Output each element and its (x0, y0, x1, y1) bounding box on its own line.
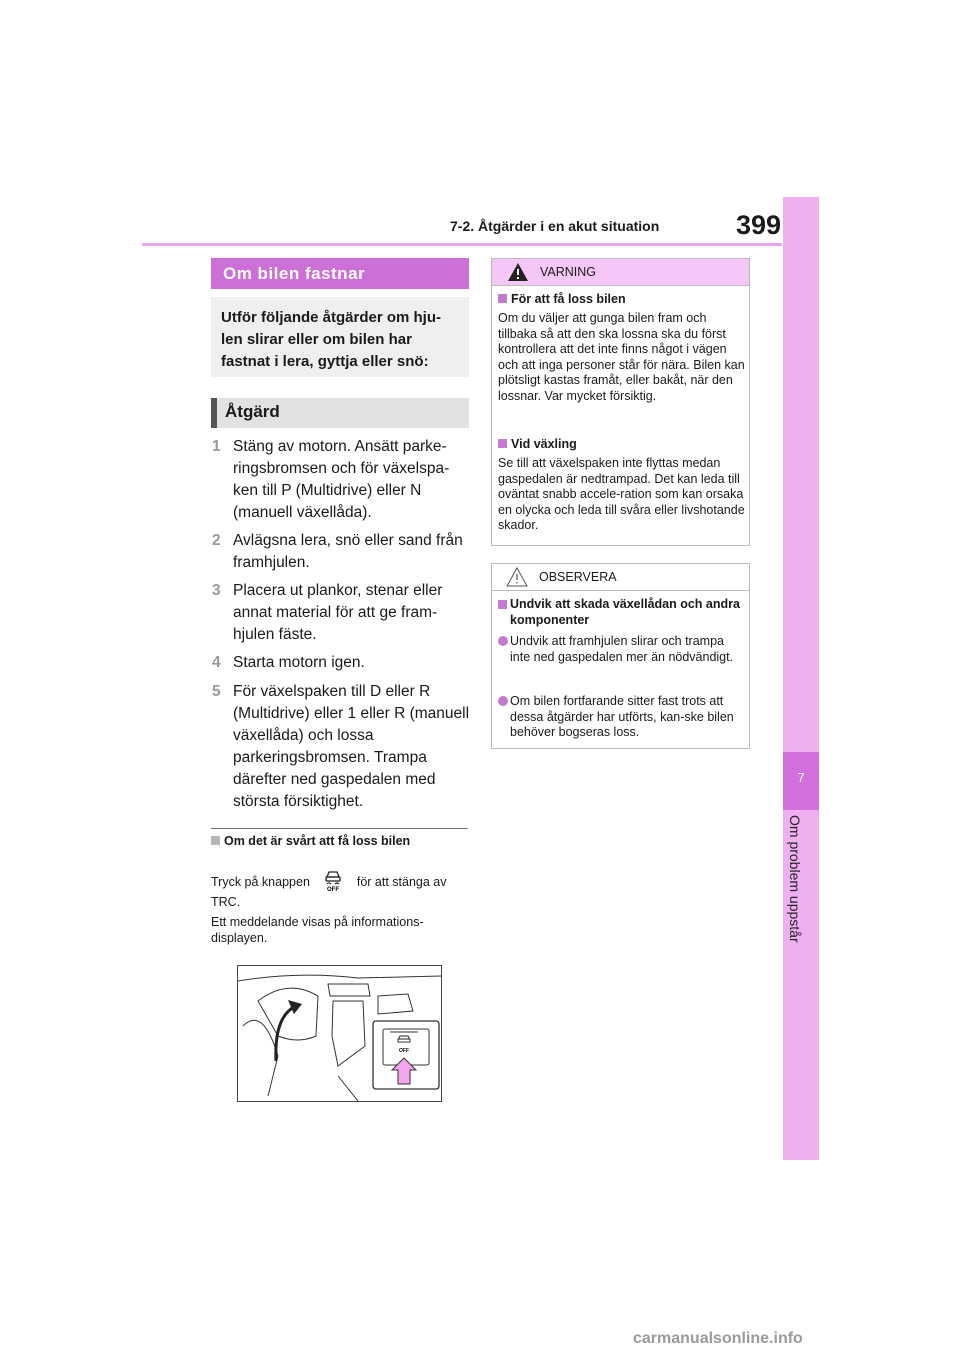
info-message-text: Ett meddelande visas på informations-displayen. (211, 915, 424, 945)
square-bullet-icon (211, 836, 220, 845)
action-subheading: Åtgärd (211, 398, 469, 428)
square-bullet-icon (498, 294, 507, 303)
notice-bullet: Om bilen fortfarande sitter fast trots att dessa åtgärder har utförts, kan-ske bilen behöver bogseras loss. (498, 694, 746, 741)
step-text: För växelspaken till D eller R (Multidrive) eller 1 eller R (manuell växellåda) och lossa parkeringsbromsen. Trampa därefter ned gaspedalen med största försiktighet. (233, 683, 470, 810)
trc-instruction-end: TRC. (211, 895, 241, 909)
section-title: 7-2. Åtgärder i en akut situation (450, 218, 660, 234)
step-number: 3 (212, 582, 221, 599)
step-text: Avlägsna lera, snö eller sand från framhjulen. (233, 532, 463, 571)
warning-triangle-icon (507, 262, 529, 291)
caution-triangle-icon (506, 567, 528, 597)
square-bullet-icon (498, 439, 507, 448)
dashboard-illustration (237, 965, 442, 1102)
step-item (212, 681, 470, 813)
step-number: 1 (212, 438, 221, 455)
dashboard-line-drawing (238, 966, 441, 1101)
divider (211, 828, 468, 829)
svg-text:OFF: OFF (327, 887, 340, 892)
hard-to-free-heading: Om det är svårt att få loss bilen (211, 834, 410, 848)
notice-label: OBSERVERA (539, 570, 617, 584)
svg-text:OFF: OFF (399, 1048, 409, 1054)
step-item (212, 580, 470, 646)
notice-title: Undvik att skada växellådan och andra komponenter (498, 597, 746, 628)
step-item (212, 436, 470, 524)
section-banner: Om bilen fastnar (211, 258, 469, 289)
page-number: 399 (736, 210, 782, 240)
square-bullet-icon (498, 600, 507, 609)
step-text: Placera ut plankor, stenar eller annat material för att ge fram-hjulen fäste. (233, 582, 443, 643)
warning-item-title: För att få loss bilen (498, 292, 626, 306)
step-number: 5 (212, 683, 221, 700)
warning-item-text: Se till att växelspaken inte flyttas medan gaspedalen är nedtrampad. Det kan leda till oväntat snabb accele-ration som kan orsaka en olycka och leda till svåra eller livshotande skador. (498, 456, 745, 532)
intro-box: Utför följande åtgärder om hju-len slirar eller om bilen har fastnat i lera, gyttja eller snö: (211, 297, 469, 377)
step-item (212, 530, 470, 574)
step-number: 2 (212, 532, 221, 549)
notice-bullet: Undvik att framhjulen slirar och trampa inte ned gaspedalen mer än nödvändigt. (498, 634, 746, 665)
warning-header (491, 258, 750, 286)
chapter-side-tab (783, 197, 819, 1160)
warning-item-text: Om du väljer att gunga bilen fram och tillbaka så att den ska lossna ska du först kontrollera att det inte finns något i vägen och att inga personer står för nära. Bilen kan plötsligt kastas framåt, eller bakåt, när den lossnar. Var mycket försiktig. (498, 311, 745, 403)
step-text: Stäng av motorn. Ansätt parke-ringsbromsen och för växelspa-ken till P (Multidrive) eller N (manuell växellåda). (233, 438, 450, 521)
warning-label: VARNING (540, 265, 597, 279)
header-rule (142, 243, 782, 246)
watermark: carmanualsonline.info (633, 1330, 803, 1347)
chapter-title: Om problem uppstår (787, 815, 803, 943)
chapter-number: 7 (783, 752, 819, 810)
trc-instruction: Tryck på knappen OFF för att stänga av (211, 870, 481, 892)
bullet-dot-icon (498, 636, 508, 646)
trc-off-icon (321, 870, 345, 892)
step-item (212, 652, 470, 674)
step-number: 4 (212, 654, 221, 671)
notice-header (491, 563, 750, 591)
warning-item-title: Vid växling (498, 437, 577, 451)
step-text: Starta motorn igen. (233, 654, 365, 671)
bullet-dot-icon (498, 696, 508, 706)
